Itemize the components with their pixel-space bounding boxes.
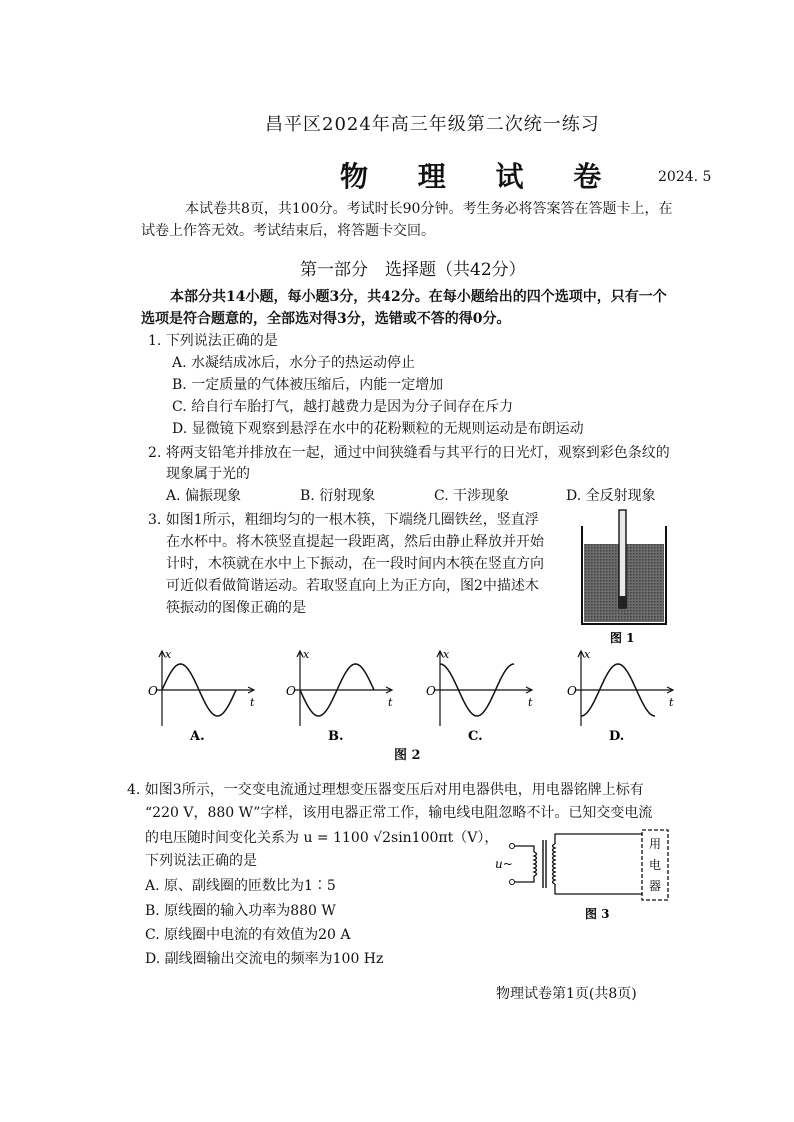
q3-line2: 在水杯中。将木筷竖直提起一段距离，然后由静止释放并开始 (166, 534, 544, 550)
q1-stem: 1. 下列说法正确的是 (148, 333, 278, 349)
part1-desc-line1: 本部分共14小题，每小题3分，共42分。在每小题给出的四个选项中，只有一个 (170, 289, 667, 305)
graph-c (424, 648, 544, 744)
q4-option-c: C. 原线圈中电流的有效值为20 A (145, 927, 351, 943)
exam-title: 昌平区2024年高三年级第二次统一练习 (265, 114, 600, 135)
source-label: u~ (495, 857, 513, 871)
x-axis-label: t (388, 696, 393, 709)
q1-option-a: A. 水凝结成冰后，水分子的热运动停止 (172, 355, 416, 371)
q3-line3: 计时，木筷就在水中上下振动，在一段时间内木筷在竖直方向 (166, 556, 544, 572)
part1-heading: 第一部分 选择题（共42分） (300, 260, 526, 280)
chopstick (619, 510, 626, 608)
q4-line3: 的电压随时间变化关系为 u = 1100 √2sin100πt（V）， (145, 830, 499, 846)
origin-label: O (286, 684, 296, 698)
page-footer: 物理试卷第1页(共8页) (496, 986, 637, 1002)
q2-stem-line1: 2. 将两支铅笔并排放在一起，通过中间狭缝看与其平行的日光灯，观察到彩色条纹的 (148, 445, 670, 461)
y-axis-label: x (165, 648, 172, 661)
figure1-cup (576, 508, 672, 648)
q3-line4: 可近似看做简谐运动。若取竖直向上为正方向，图2中描述木 (166, 578, 539, 594)
q1-option-b: B. 一定质量的气体被压缩后，内能一定增加 (172, 377, 444, 393)
q2-option-d: D. 全反射现象 (566, 488, 656, 504)
graph-b (284, 648, 404, 744)
load-char-1: 用 (649, 837, 662, 851)
q4-line2: “220 V，880 W”字样，该用电器正常工作，输电线电阻忽略不计。已知交变电流 (145, 805, 653, 821)
graph-d (565, 648, 685, 744)
x-axis-label: t (669, 696, 674, 709)
terminal-top (510, 844, 515, 849)
q4-option-a: A. 原、副线圈的匝数比为1∶5 (145, 878, 336, 894)
graph-option-label: C. (468, 729, 483, 744)
secondary-wire-top (555, 834, 642, 844)
q4-option-d: D. 副线圈输出交流电的频率为100 Hz (145, 951, 384, 967)
q4-option-b: B. 原线圈的输入功率为880 W (145, 903, 336, 919)
subject-title: 物 理 试 卷 (340, 160, 622, 193)
graph-option-label: A. (190, 729, 205, 744)
figure2-caption: 图 2 (394, 748, 421, 763)
instructions-line1: 本试卷共8页，共100分。考试时长90分钟。考生务必将答案答在答题卡上，在 (185, 201, 673, 217)
graph-option-label: B. (328, 729, 344, 744)
y-axis-label: x (443, 648, 450, 661)
y-axis-label: x (303, 648, 310, 661)
primary-wire-bottom (514, 876, 534, 882)
load-char-3: 器 (649, 879, 662, 893)
q1-option-d: D. 显微镜下观察到悬浮在水中的花粉颗粒的无规则运动是布朗运动 (172, 421, 584, 437)
x-axis-label: t (250, 696, 255, 709)
q1-option-c: C. 给自行车胎打气，越打越费力是因为分子间存在斥力 (172, 399, 514, 415)
origin-label: O (426, 684, 436, 698)
q3-line1: 3. 如图1所示，粗细均匀的一根木筷，下端绕几圈铁丝，竖直浮 (148, 512, 539, 528)
figure3-caption: 图 3 (585, 907, 610, 921)
secondary-coil (553, 844, 556, 884)
q4-line4: 下列说法正确的是 (145, 853, 257, 869)
iron-wire (618, 596, 627, 608)
q2-stem-line2: 现象属于光的 (166, 466, 250, 482)
q2-option-c: C. 干涉现象 (434, 488, 510, 504)
origin-label: O (567, 684, 577, 698)
q2-option-b: B. 衍射现象 (300, 488, 376, 504)
primary-coil (534, 852, 537, 876)
q2-option-a: A. 偏振现象 (166, 488, 242, 504)
primary-wire-top (514, 846, 534, 852)
instructions-line2: 试卷上作答无效。考试结束后，将答题卡交回。 (141, 223, 435, 239)
figure1-caption: 图 1 (610, 631, 635, 645)
part1-desc-line2: 选项是符合题意的，全部选对得3分，选错或不答的得0分。 (141, 311, 511, 327)
figure3-circuit (492, 828, 678, 924)
q4-line1: 4. 如图3所示，一交变电流通过理想变压器变压后对用电器供电，用电器铭牌上标有 (127, 782, 644, 798)
y-axis-label: x (584, 648, 591, 661)
origin-label: O (148, 684, 158, 698)
graph-a (146, 648, 266, 744)
graph-option-label: D. (609, 729, 625, 744)
q3-line5: 筷振动的图像正确的是 (166, 600, 306, 616)
load-char-2: 电 (649, 858, 662, 872)
terminal-bottom (510, 880, 515, 885)
x-axis-label: t (528, 696, 533, 709)
exam-date: 2024. 5 (658, 169, 712, 185)
secondary-wire-bottom (555, 884, 642, 894)
